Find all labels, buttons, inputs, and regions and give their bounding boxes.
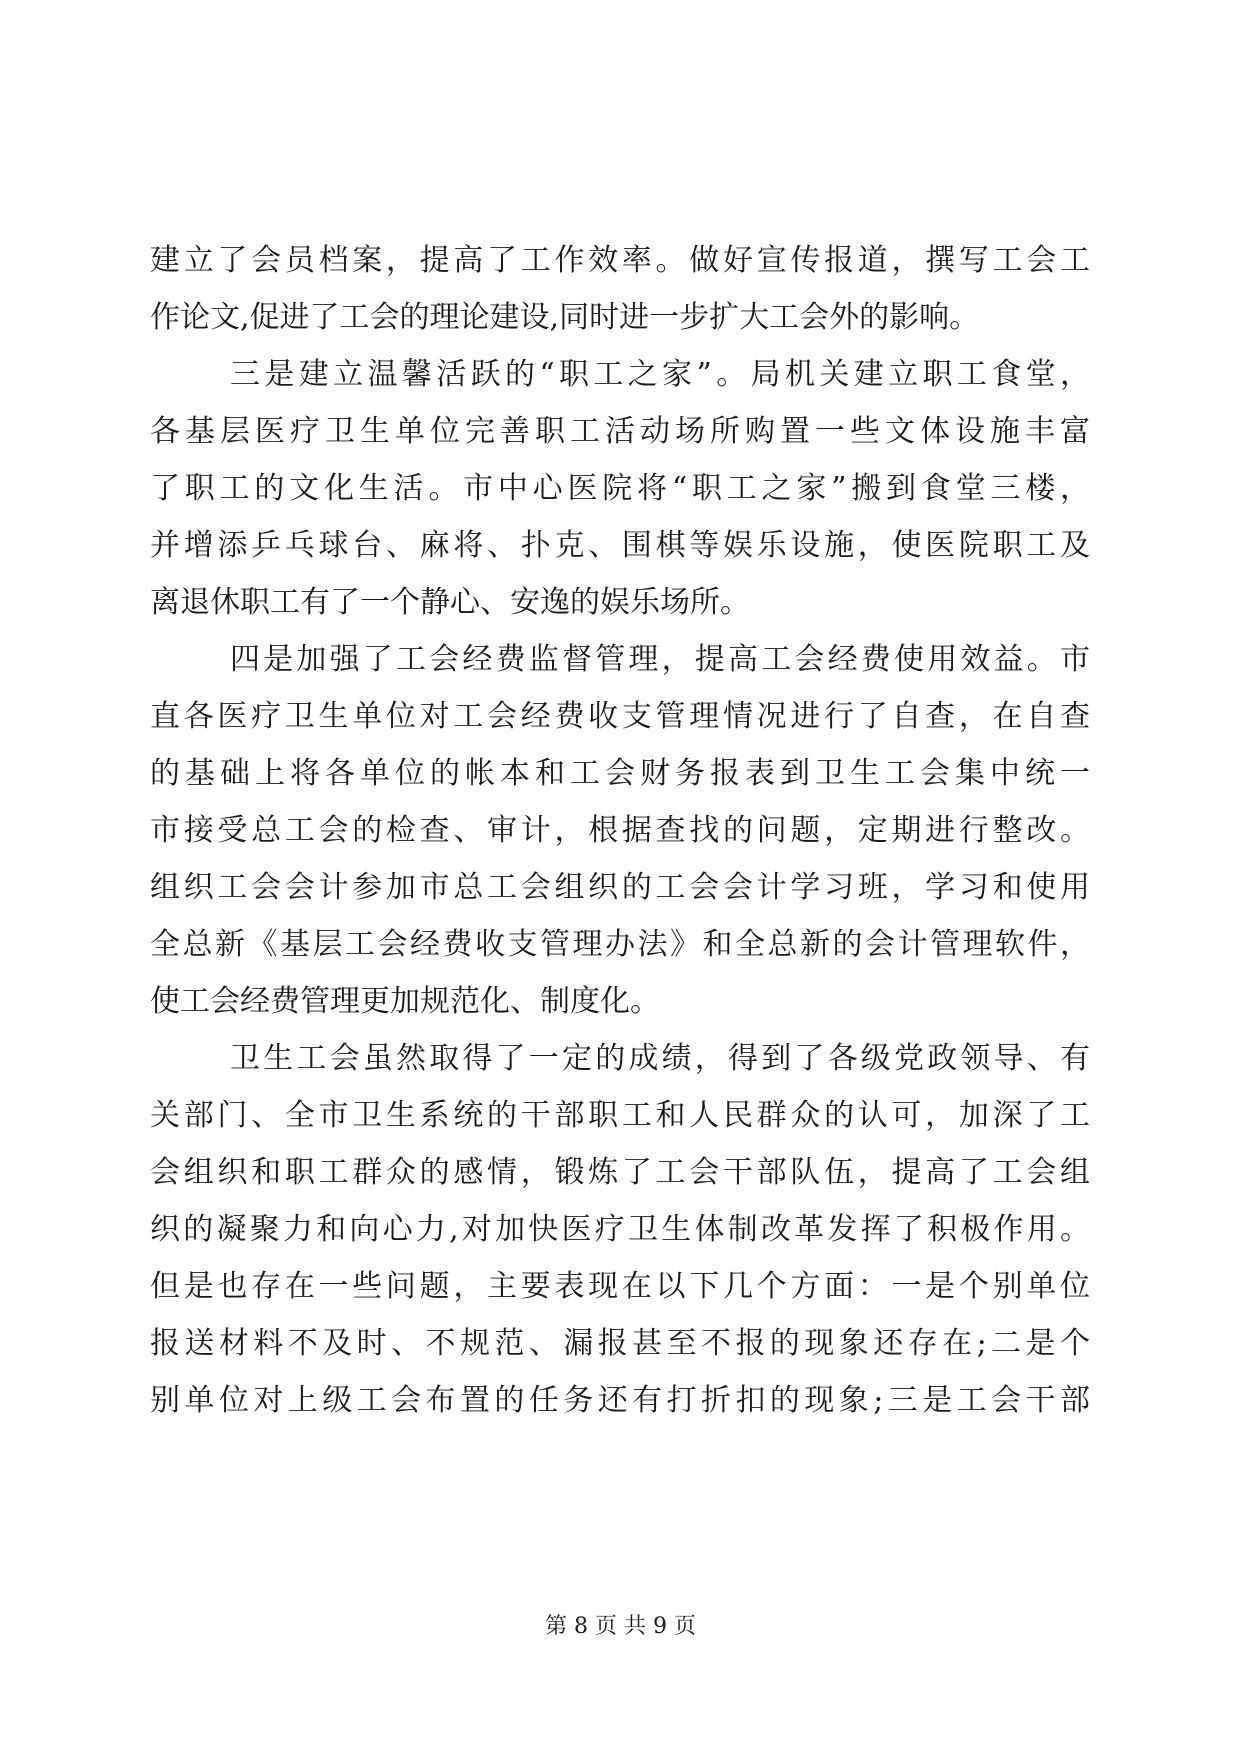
text-line: 四是加强了工会经费监督管理，提高工会经费使用效益。市 <box>230 642 1090 677</box>
text-line: 全总新《基层工会经费收支管理办法》和全总新的会计管理软件， <box>150 927 1090 962</box>
document-body <box>150 232 1090 1429</box>
text-line: 卫生工会虽然取得了一定的成绩，得到了各级党政领导、有 <box>230 1041 1090 1076</box>
page-number-footer: 第 8 页 共 9 页 <box>545 1614 696 1639</box>
text-line: 直各医疗卫生单位对工会经费收支管理情况进行了自查，在自查 <box>150 699 1090 734</box>
text-line: 别单位对上级工会布置的任务还有打折扣的现象;三是工会干部 <box>150 1383 1090 1418</box>
text-line: 报送材料不及时、不规范、漏报甚至不报的现象还存在;二是个 <box>150 1326 1090 1361</box>
text-line: 了职工的文化生活。市中心医院将“职工之家”搬到食堂三楼， <box>150 471 1090 506</box>
text-line: 离退休职工有了一个静心、安逸的娱乐场所。 <box>150 585 750 620</box>
text-line: 市接受总工会的检查、审计，根据查找的问题，定期进行整改。 <box>150 813 1090 848</box>
text-line: 并增添乒乓球台、麻将、扑克、围棋等娱乐设施，使医院职工及 <box>150 528 1090 563</box>
text-line: 使工会经费管理更加规范化、制度化。 <box>150 984 660 1019</box>
text-line: 会组织和职工群众的感情，锻炼了工会干部队伍，提高了工会组 <box>150 1155 1090 1190</box>
text-line: 各基层医疗卫生单位完善职工活动场所购置一些文体设施丰富 <box>150 414 1090 449</box>
text-line: 但是也存在一些问题，主要表现在以下几个方面：一是个别单位 <box>150 1269 1090 1304</box>
text-line: 织的凝聚力和向心力,对加快医疗卫生体制改革发挥了积极作用。 <box>150 1212 1090 1247</box>
text-line: 组织工会会计参加市总工会组织的工会会计学习班，学习和使用 <box>150 870 1090 905</box>
text-line: 的基础上将各单位的帐本和工会财务报表到卫生工会集中统一 <box>150 756 1090 791</box>
text-line: 作论文,促进了工会的理论建设,同时进一步扩大工会外的影响。 <box>150 300 980 335</box>
text-line: 三是建立温馨活跃的“职工之家”。局机关建立职工食堂， <box>230 357 1090 392</box>
text-line: 建立了会员档案，提高了工作效率。做好宣传报道，撰写工会工 <box>150 243 1090 278</box>
text-line: 关部门、全市卫生系统的干部职工和人民群众的认可，加深了工 <box>150 1098 1090 1133</box>
